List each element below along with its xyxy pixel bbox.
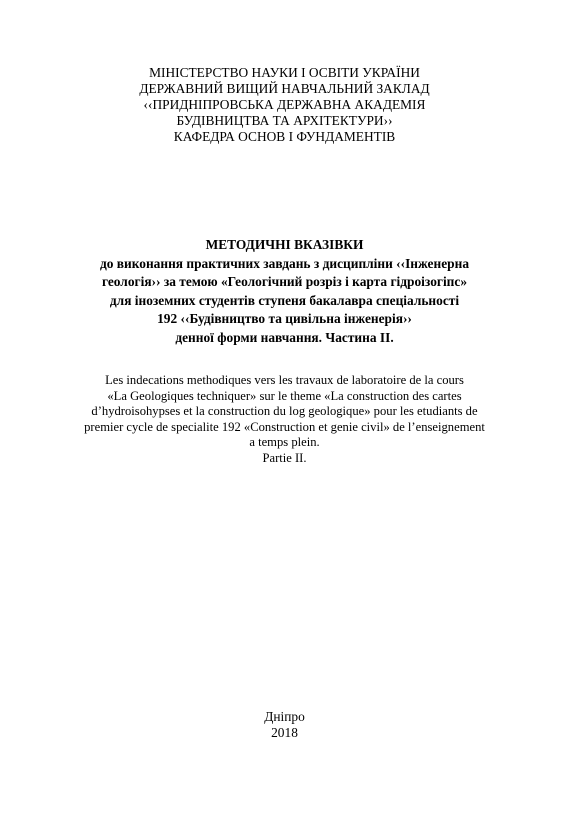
institution-header xyxy=(0,65,569,145)
publication-footer xyxy=(0,709,569,741)
publication-year: 2018 xyxy=(271,725,298,740)
department-line: КАФЕДРА ОСНОВ І ФУНДАМЕНТІВ xyxy=(173,129,396,144)
french-line-2: «La Geologiques techniquer» sur le theme «La construction des cartes xyxy=(107,388,462,403)
academy-name-line-2: БУДІВНИЦТВА ТА АРХІТЕКТУРИ›› xyxy=(176,113,393,128)
city-name: Дніпро xyxy=(264,709,305,724)
document-title-block xyxy=(0,236,569,348)
french-part-label: Partie II. xyxy=(262,450,307,465)
title-subline-3: для іноземних студентів ступеня бакалавра спеціальності xyxy=(109,292,460,308)
french-line-3: d’hydroisohypses et la construction du log geologique» pour les etudiants de xyxy=(91,404,478,419)
french-line-4: premier cycle de specialite 192 «Construction et genie civil» de l’enseignement xyxy=(84,419,485,434)
french-line-1: Les indecations methodiques vers les travaux de laboratoire de la cours xyxy=(105,373,464,387)
title-subline-4: 192 ‹‹Будівництво та цивільна інженерія›› xyxy=(157,311,412,327)
academy-name-line-1: ‹‹ПРИДНІПРОВСЬКА ДЕРЖАВНА АКАДЕМІЯ xyxy=(143,97,426,112)
french-translation-block xyxy=(0,373,569,467)
title-subline-5: денної форми навчання. Частина II. xyxy=(175,329,394,345)
ministry-line: МІНІСТЕРСТВО НАУКИ І ОСВІТИ УКРАЇНИ xyxy=(149,65,420,80)
institution-type-line: ДЕРЖАВНИЙ ВИЩИЙ НАВЧАЛЬНИЙ ЗАКЛАД xyxy=(139,81,430,96)
title-subline-2: геологія›› за темою «Геологічний розріз і карта гідроізогіпс» xyxy=(101,274,468,290)
french-line-5: a temps plein. xyxy=(249,435,320,450)
document-title: МЕТОДИЧНІ ВКАЗІВКИ xyxy=(205,237,364,252)
title-subline-1: до виконання практичних завдань з дисципліни ‹‹Інженерна xyxy=(99,255,470,271)
